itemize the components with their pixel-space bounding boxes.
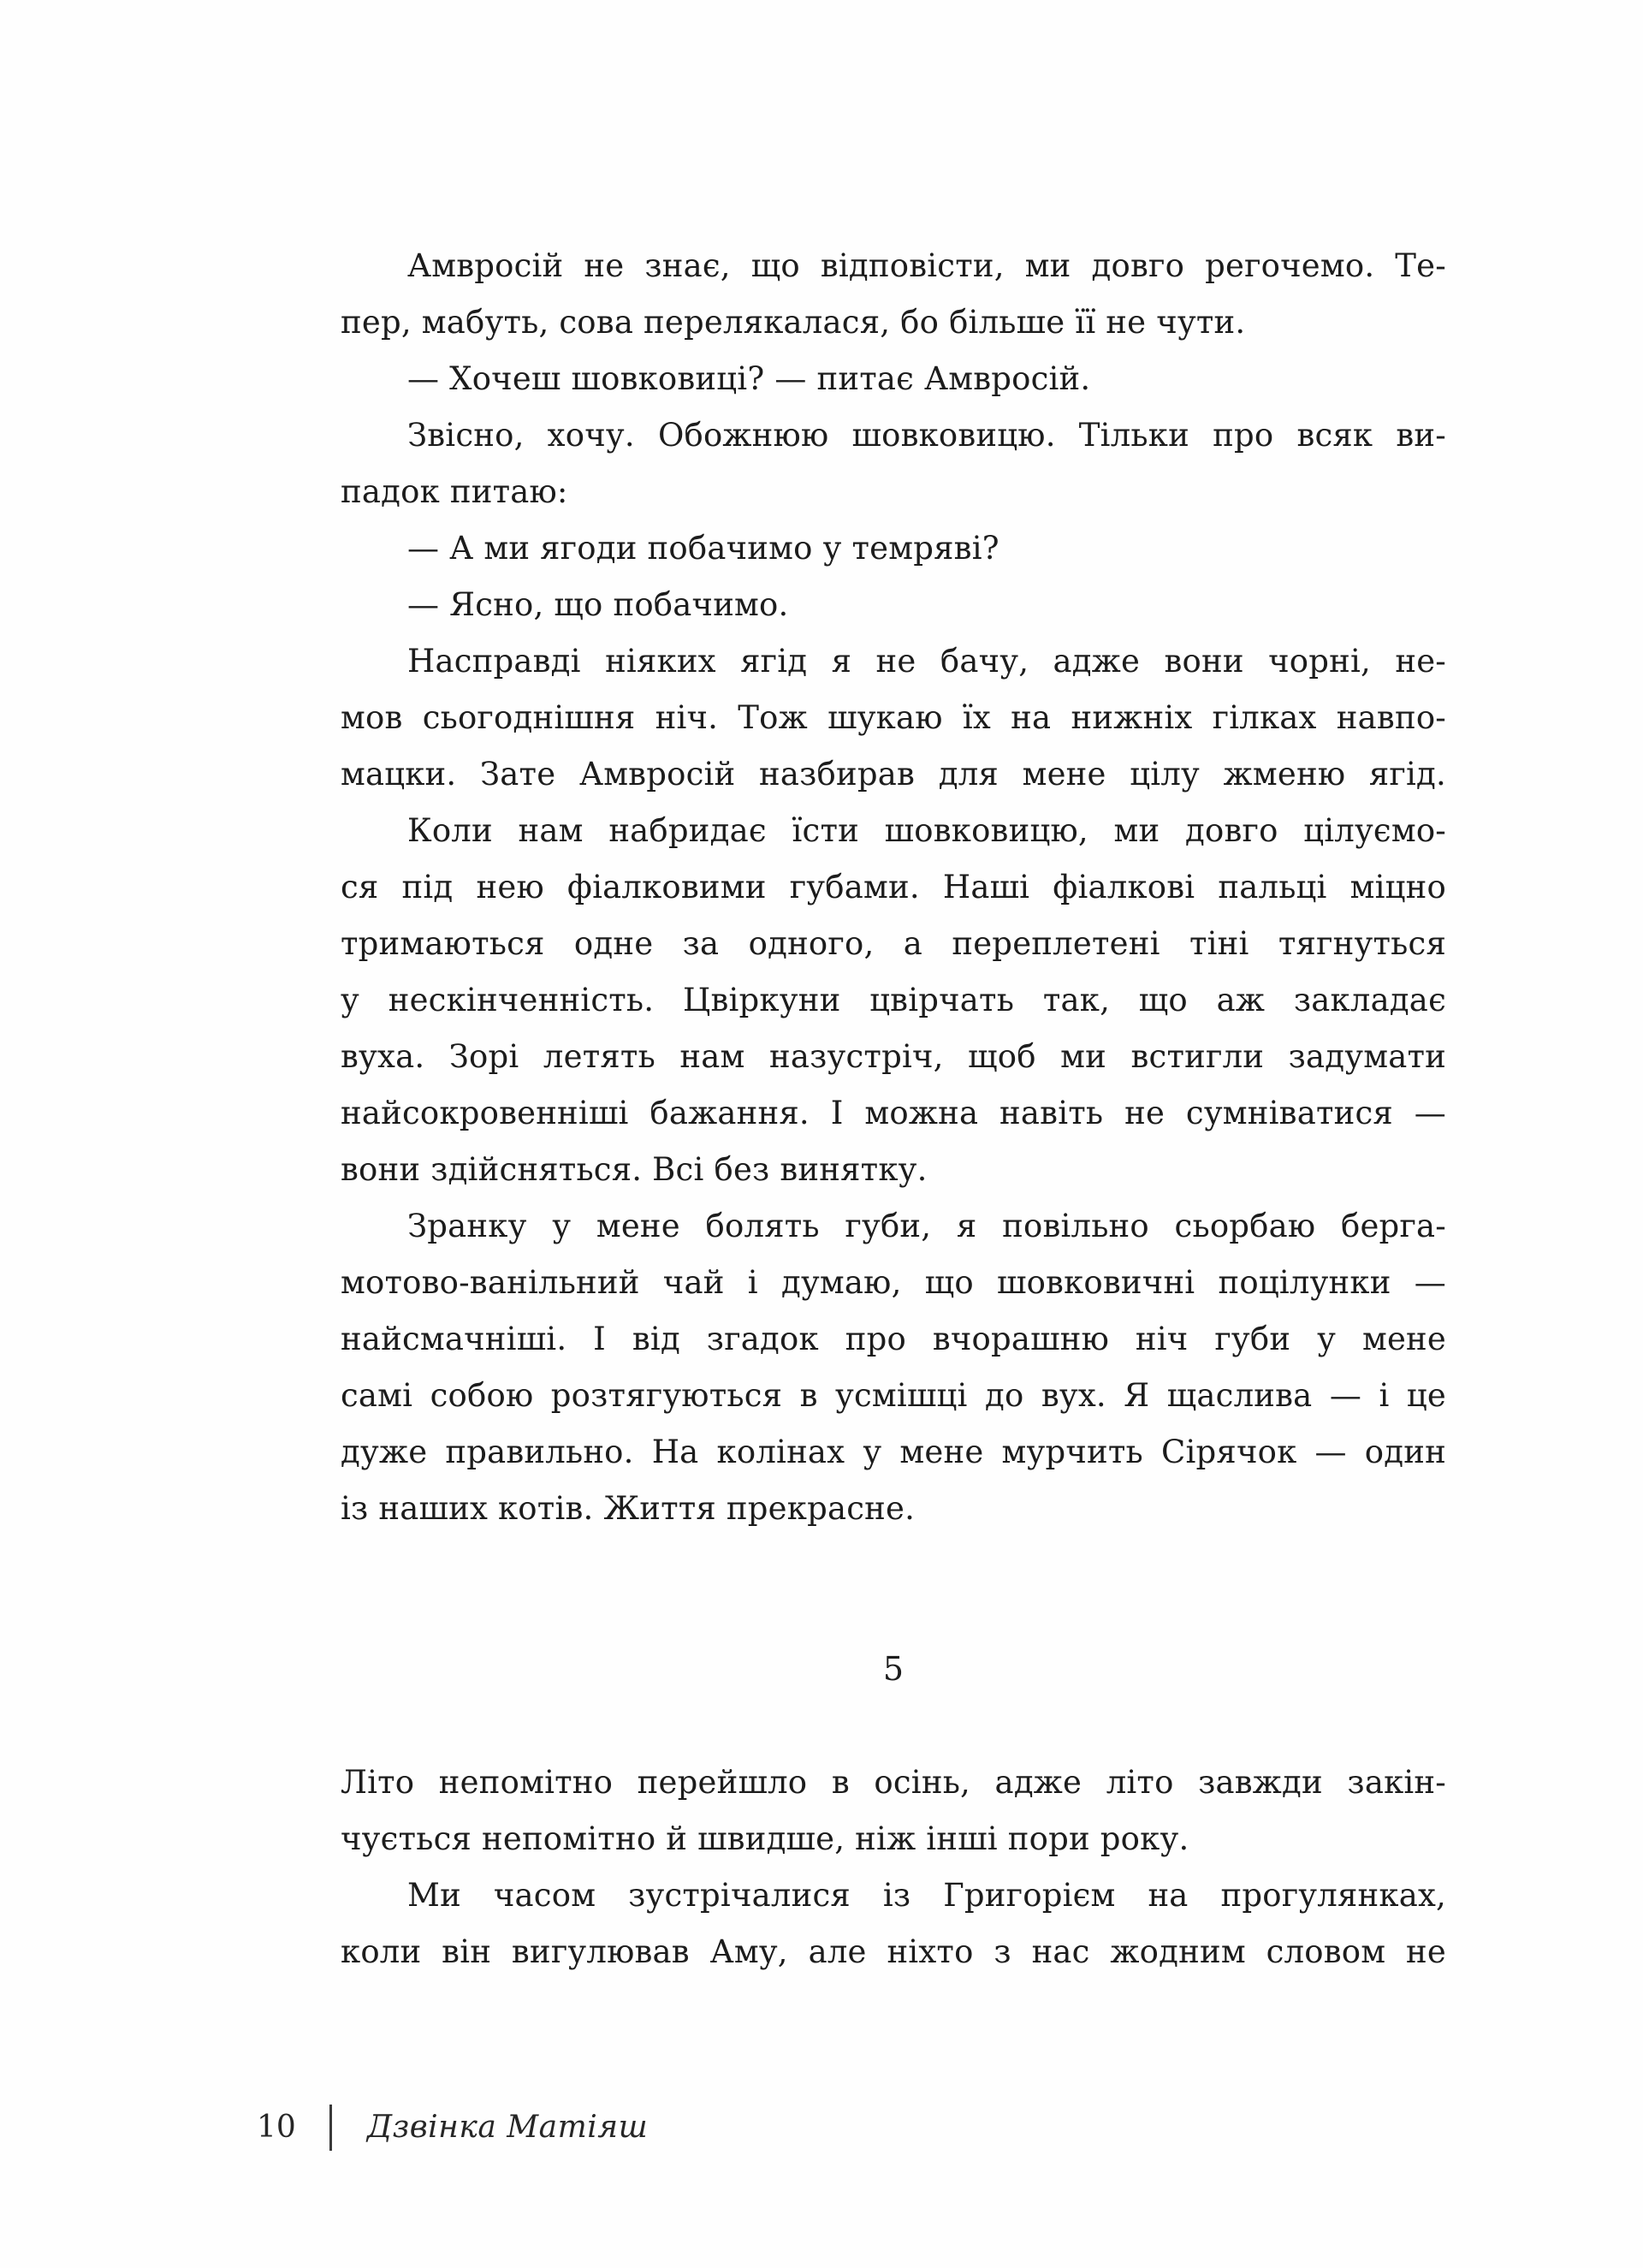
- text-line: Коли нам набридає їсти шовковицю, ми довго цілуємо-: [407, 812, 1446, 849]
- text-line: тримаються одне за одного, а переплетені тіні тягнуться: [341, 925, 1446, 962]
- text-line: Звісно, хочу. Обожнюю шовковицю. Тільки про всяк ви-: [407, 417, 1446, 454]
- text-line: вони здійсняться. Всі без винятку.: [341, 1151, 928, 1188]
- text-line: мотово-ванільний чай і думаю, що шовковичні поцілунки —: [341, 1264, 1446, 1301]
- page-number: 10: [257, 2110, 296, 2145]
- text-line: у нескінченність. Цвіркуни цвірчать так, що аж закладає: [341, 982, 1446, 1018]
- body-text: [341, 238, 1446, 1980]
- text-line: мацки. Зате Амвросій назбирав для мене цілу жменю ягід.: [341, 756, 1446, 793]
- text-line: — Ясно, що побачимо.: [407, 586, 789, 623]
- section-number: 5: [882, 1650, 905, 1688]
- text-line: Ми часом зустрічалися із Григорієм на прогулянках,: [407, 1877, 1446, 1914]
- text-line: із наших котів. Життя прекрасне.: [341, 1490, 916, 1527]
- text-line: Зранку у мене болять губи, я повільно сьорбаю берга-: [407, 1208, 1446, 1244]
- text-line: — Хочеш шовковиці? — питає Амвросій.: [407, 360, 1091, 397]
- text-line: найсмачніші. І від згадок про вчорашню ніч губи у мене: [341, 1321, 1446, 1357]
- text-line: Амвросій не знає, що відповісти, ми довго регочемо. Те-: [407, 247, 1446, 284]
- text-line: Насправді ніяких ягід я не бачу, адже вони чорні, не-: [407, 643, 1446, 680]
- text-line: пер, мабуть, сова перелякалася, бо більше її не чути.: [341, 304, 1246, 341]
- text-line: мов сьогоднішня ніч. Тож шукаю їх на нижніх гілках навпо-: [341, 699, 1446, 736]
- text-line: падок питаю:: [341, 473, 568, 510]
- footer-separator: [329, 2105, 332, 2151]
- text-line: коли він вигулював Аму, але ніхто з нас жодним словом не: [341, 1933, 1446, 1970]
- page-footer: [257, 2104, 648, 2152]
- text-line: вуха. Зорі летять нам назустріч, щоб ми встигли задумати: [341, 1038, 1446, 1075]
- text-line: самі собою розтягуються в усмішці до вух. Я щаслива — і це: [341, 1377, 1446, 1414]
- text-line: — А ми ягоди побачимо у темряві?: [407, 530, 999, 567]
- text-line: найсокровенніші бажання. І можна навіть не сумніватися —: [341, 1095, 1446, 1131]
- author-name: Дзвінка Матіяш: [366, 2110, 649, 2145]
- text-line: чується непомітно й швидше, ніж інші пори року.: [341, 1820, 1189, 1857]
- text-line: Літо непомітно перейшло в осінь, адже літо завжди закін-: [341, 1764, 1446, 1801]
- text-line: дуже правильно. На колінах у мене мурчить Сірячок — один: [341, 1434, 1446, 1470]
- text-line: ся під нею фіалковими губами. Наші фіалкові пальці міцно: [341, 869, 1446, 905]
